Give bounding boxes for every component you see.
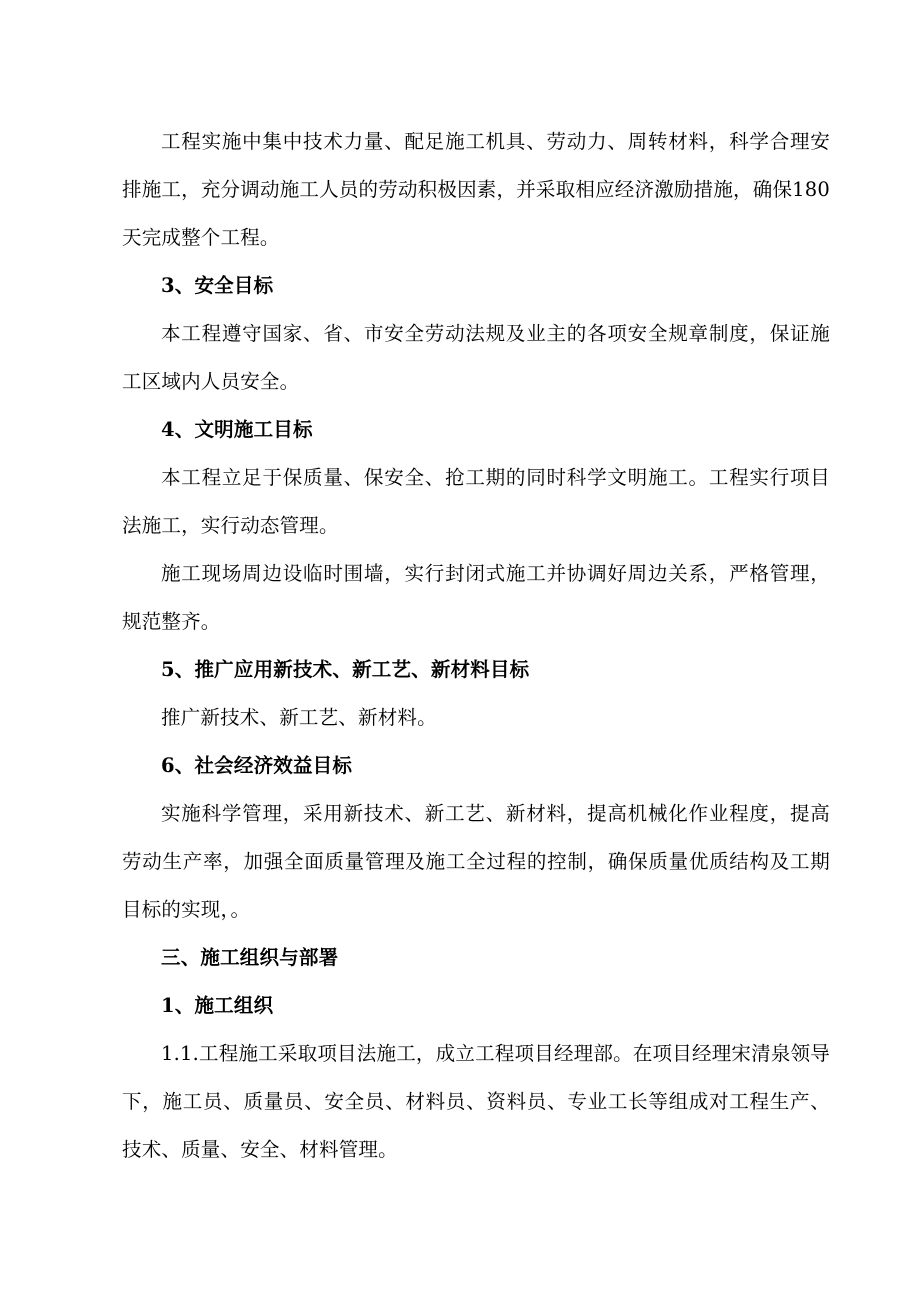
paragraph-site-enclosure: 施工现场周边设临时围墙，实行封闭式施工并协调好周边关系，严格管理，规范整齐。	[122, 562, 830, 633]
paragraph-safety: 本工程遵守国家、省、市安全劳动法规及业主的各项安全规章制度，保证施工区域内人员安全。	[122, 322, 830, 393]
heading-organization-deployment: 三、施工组织与部署	[161, 946, 339, 969]
heading-social-economic-goal: 6、社会经济效益目标	[161, 754, 353, 777]
heading-safety-goal: 3、安全目标	[161, 274, 274, 297]
document-body	[122, 118, 830, 1174]
paragraph-project-management: 1.1.工程施工采取项目法施工，成立工程项目经理部。在项目经理宋清泉领导下，施工员、质量员、安全员、材料员、资料员、专业工长等组成对工程生产、技术、质量、安全、材料管理。	[122, 1042, 830, 1161]
heading-construction-organization: 1、施工组织	[161, 994, 274, 1017]
paragraph-civilized-construction: 本工程立足于保质量、保安全、抢工期的同时科学文明施工。工程实行项目法施工，实行动态管理。	[122, 466, 830, 537]
paragraph-new-technology: 推广新技术、新工艺、新材料。	[161, 706, 437, 729]
paragraph-construction-schedule: 工程实施中集中技术力量、配足施工机具、劳动力、周转材料，科学合理安排施工，充分调动施工人员的劳动积极因素，并采取相应经济激励措施，确保180天完成整个工程。	[122, 130, 830, 249]
heading-new-technology-goal: 5、推广应用新技术、新工艺、新材料目标	[161, 658, 530, 681]
heading-civilized-construction-goal: 4、文明施工目标	[161, 418, 313, 441]
paragraph-social-economic: 实施科学管理，采用新技术、新工艺、新材料，提高机械化作业程度，提高劳动生产率，加强全面质量管理及施工全过程的控制，确保质量优质结构及工期目标的实现，。	[122, 802, 830, 921]
